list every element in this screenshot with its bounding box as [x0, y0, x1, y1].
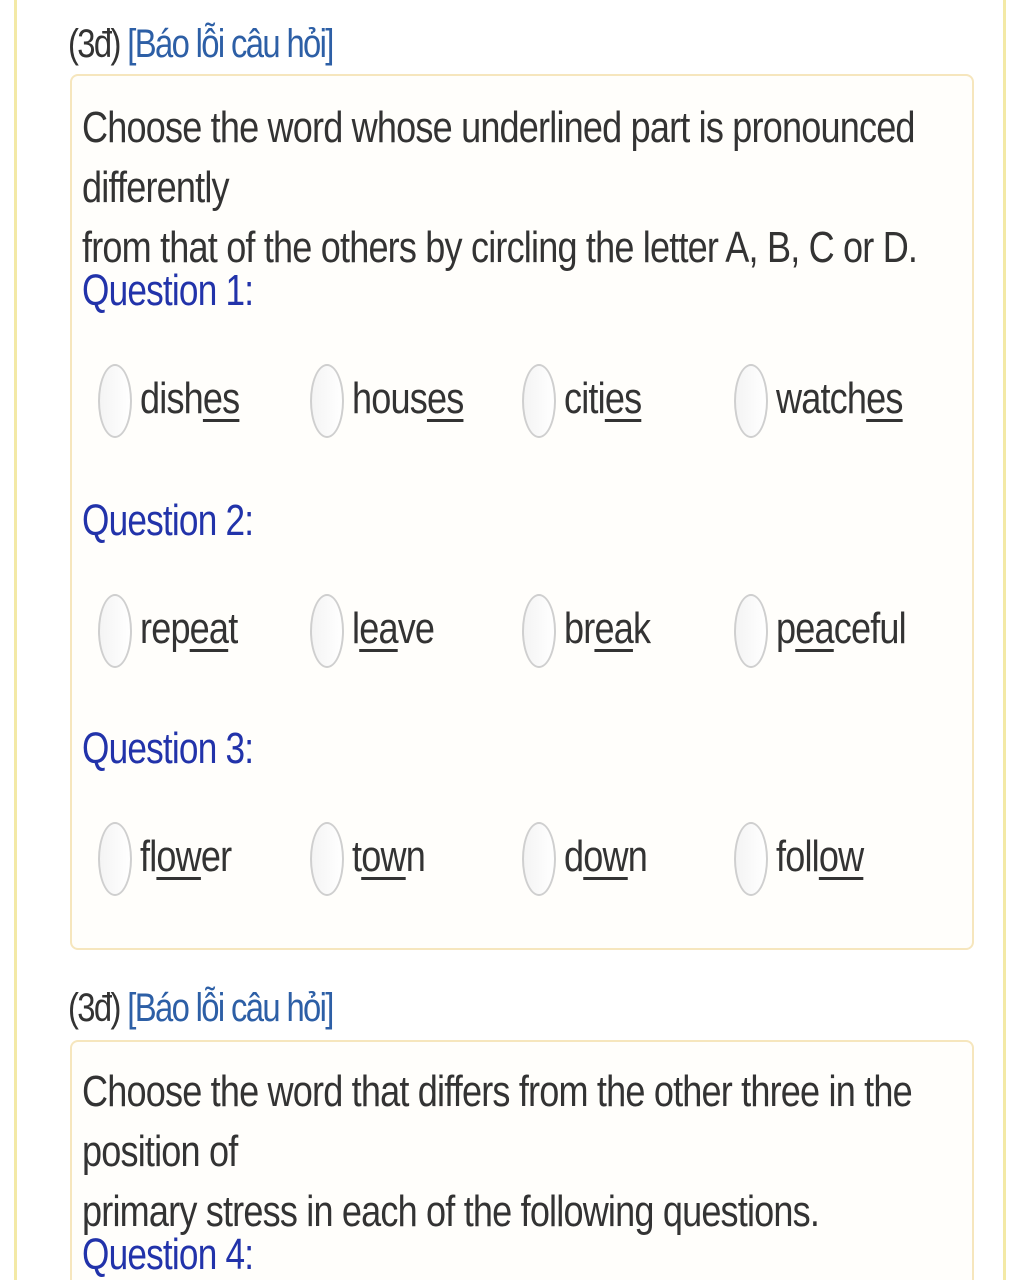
option-word: repeat: [140, 604, 238, 653]
underlined-part: es: [202, 374, 240, 423]
radio-circle-icon[interactable]: [310, 822, 344, 896]
question-card: [70, 1040, 974, 1280]
option-word: cities: [564, 374, 642, 423]
underlined-part: es: [426, 374, 464, 423]
option-word: houses: [352, 374, 464, 423]
option-word: follow: [776, 832, 864, 881]
radio-circle-icon[interactable]: [310, 594, 344, 668]
question-block-1: [68, 0, 976, 960]
radio-circle-icon[interactable]: [98, 364, 132, 438]
question-label: Question 1:: [82, 266, 254, 315]
report-error-link[interactable]: [Báo lỗi câu hỏi]: [127, 986, 333, 1030]
underlined-part: es: [866, 374, 903, 423]
option-word: town: [352, 832, 425, 881]
page-frame-left-border: [14, 0, 17, 1280]
instruction-text: [82, 98, 968, 278]
radio-circle-icon[interactable]: [734, 594, 768, 668]
question-block-2: [68, 960, 976, 1280]
underlined-part: ow: [583, 832, 628, 881]
instruction-line: primary stress in each of the following questions.: [82, 1187, 820, 1236]
radio-circle-icon[interactable]: [522, 594, 556, 668]
instruction-line: Choose the word whose underlined part is pronounced differently: [82, 103, 915, 212]
question-label: Question 3:: [82, 724, 254, 773]
question-header: [68, 22, 333, 67]
option-word: dishes: [140, 374, 240, 423]
points-label: (3đ): [68, 22, 120, 66]
underlined-part: ow: [156, 832, 201, 881]
underlined-part: ea: [594, 604, 633, 653]
option-word: peaceful: [776, 604, 906, 653]
instruction-text: [82, 1062, 968, 1242]
instruction-line: Choose the word that differs from the other three in the position of: [82, 1067, 912, 1176]
option-word: leave: [352, 604, 435, 653]
underlined-part: ow: [361, 832, 406, 881]
question-card: [70, 74, 974, 950]
question-label: Question 4:: [82, 1230, 254, 1279]
radio-circle-icon[interactable]: [734, 364, 768, 438]
question-label: Question 2:: [82, 496, 254, 545]
underlined-part: ea: [189, 604, 229, 653]
underlined-part: ow: [818, 832, 864, 881]
radio-circle-icon[interactable]: [734, 822, 768, 896]
option-word: flower: [140, 832, 232, 881]
option-word: watches: [776, 374, 903, 423]
underlined-part: es: [604, 374, 642, 423]
points-label: (3đ): [68, 986, 120, 1030]
underlined-part: ea: [795, 604, 834, 653]
radio-circle-icon[interactable]: [98, 594, 132, 668]
radio-circle-icon[interactable]: [98, 822, 132, 896]
radio-circle-icon[interactable]: [310, 364, 344, 438]
question-header: [68, 986, 333, 1031]
option-word: break: [564, 604, 651, 653]
instruction-line: from that of the others by circling the letter A, B, C or D.: [82, 223, 918, 272]
radio-circle-icon[interactable]: [522, 822, 556, 896]
underlined-part: ea: [359, 604, 398, 653]
option-word: down: [564, 832, 647, 881]
report-error-link[interactable]: [Báo lỗi câu hỏi]: [127, 22, 333, 66]
radio-circle-icon[interactable]: [522, 364, 556, 438]
page-frame-right-border: [1003, 0, 1006, 1280]
